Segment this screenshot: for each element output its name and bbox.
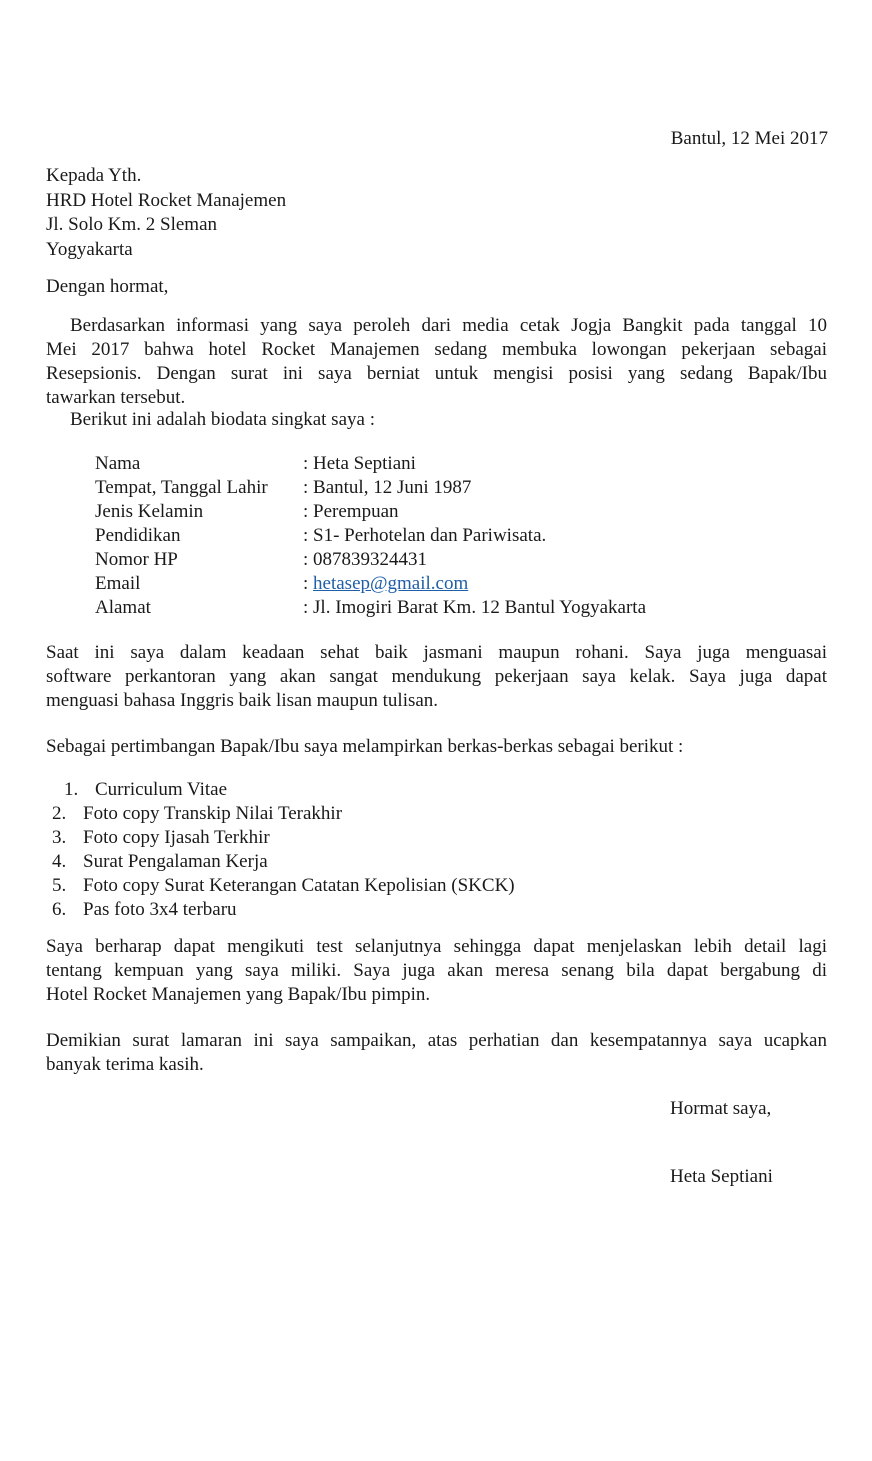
biodata-label: Email [95, 573, 141, 594]
biodata-label: Tempat, Tanggal Lahir [95, 477, 268, 498]
recipient-line: Yogyakarta [46, 238, 133, 260]
letter-date: Bantul, 12 Mei 2017 [670, 128, 828, 149]
paragraph-line: banyak terima kasih. [46, 1054, 204, 1075]
signer-name: Heta Septiani [670, 1166, 773, 1187]
paragraph-hope [46, 935, 827, 1007]
list-number: 5. [52, 875, 67, 896]
recipient-line: HRD Hotel Rocket Manajemen [46, 189, 287, 211]
paragraph-line: Berdasarkan informasi yang saya peroleh dari media cetak Jogja Bangkit pada tanggal 10 [70, 315, 827, 336]
biodata-label: Nama [95, 453, 141, 474]
biodata-row [95, 524, 795, 548]
list-text: Foto copy Ijasah Terkhir [83, 827, 270, 848]
biodata-table [95, 452, 795, 620]
paragraph-line: Demikian surat lamaran ini saya sampaikan, atas perhatian dan kesempatannya saya ucapkan [46, 1030, 827, 1051]
paragraph-line: Resepsionis. Dengan surat ini saya berniat untuk mengisi posisi yang sedang Bapak/Ibu [46, 363, 827, 384]
paragraph-line: tentang kempuan yang saya miliki. Saya juga akan meresa senang bila dapat bergabung di [46, 960, 827, 981]
biodata-value-email [303, 572, 468, 596]
list-text: Curriculum Vitae [95, 779, 228, 800]
biodata-row [95, 548, 795, 572]
list-item [46, 850, 646, 874]
recipient-address [46, 164, 286, 262]
biodata-value: : Perempuan [303, 501, 399, 522]
biodata-value: : Jl. Imogiri Barat Km. 12 Bantul Yogyakarta [303, 597, 647, 618]
biodata-intro: Berikut ini adalah biodata singkat saya : [70, 409, 375, 430]
list-number: 2. [52, 803, 67, 824]
biodata-row [95, 596, 795, 620]
biodata-label: Alamat [95, 597, 151, 618]
list-number: 4. [52, 851, 67, 872]
biodata-row [95, 572, 795, 596]
list-text: Surat Pengalaman Kerja [83, 851, 268, 872]
list-number: 3. [52, 827, 67, 848]
list-item [46, 778, 646, 802]
attachments-intro: Sebagai pertimbangan Bapak/Ibu saya melampirkan berkas-berkas sebagai berikut : [46, 736, 684, 757]
biodata-label: Nomor HP [95, 549, 178, 570]
closing-salutation: Hormat saya, [670, 1098, 772, 1119]
attachments-list [46, 778, 646, 922]
biodata-row [95, 476, 795, 500]
recipient-line: Jl. Solo Km. 2 Sleman [46, 214, 218, 235]
biodata-row [95, 452, 795, 476]
biodata-value: : Heta Septiani [303, 453, 416, 474]
biodata-label: Pendidikan [95, 525, 181, 546]
paragraph-intro [46, 314, 827, 410]
recipient-line: Kepada Yth. [46, 165, 142, 186]
biodata-value: : Bantul, 12 Juni 1987 [303, 477, 472, 498]
list-number: 1. [64, 779, 79, 800]
list-item [46, 802, 646, 826]
biodata-value: : S1- Perhotelan dan Pariwisata. [303, 525, 547, 546]
biodata-label: Jenis Kelamin [95, 501, 204, 522]
biodata-row [95, 500, 795, 524]
paragraph-health [46, 641, 827, 713]
email-link[interactable]: hetasep@gmail.com [313, 573, 469, 594]
list-text: Foto copy Transkip Nilai Terakhir [83, 803, 343, 824]
paragraph-line: Saat ini saya dalam keadaan sehat baik jasmani maupun rohani. Saya juga menguasai [46, 642, 827, 663]
list-text: Foto copy Surat Keterangan Catatan Kepolisian (SKCK) [83, 875, 515, 896]
paragraph-closing [46, 1029, 827, 1077]
list-number: 6. [52, 899, 67, 920]
paragraph-line: Mei 2017 bahwa hotel Rocket Manajemen sedang membuka lowongan pekerjaan sebagai [46, 339, 827, 360]
paragraph-line: menguasi bahasa Inggris baik lisan maupun tulisan. [46, 690, 439, 711]
paragraph-line: Saya berharap dapat mengikuti test selanjutnya sehingga dapat menjelaskan lebih detail lagi [46, 936, 827, 957]
list-text: Pas foto 3x4 terbaru [83, 899, 237, 920]
list-item [46, 898, 646, 922]
paragraph-line: software perkantoran yang akan sangat mendukung pekerjaan saya kelak. Saya juga dapat [46, 666, 827, 687]
email-colon: : [303, 573, 314, 594]
paragraph-line: Hotel Rocket Manajemen yang Bapak/Ibu pimpin. [46, 984, 431, 1005]
greeting: Dengan hormat, [46, 276, 169, 297]
list-item [46, 874, 646, 898]
biodata-value: : 087839324431 [303, 549, 428, 570]
paragraph-line: tawarkan tersebut. [46, 387, 186, 408]
list-item [46, 826, 646, 850]
